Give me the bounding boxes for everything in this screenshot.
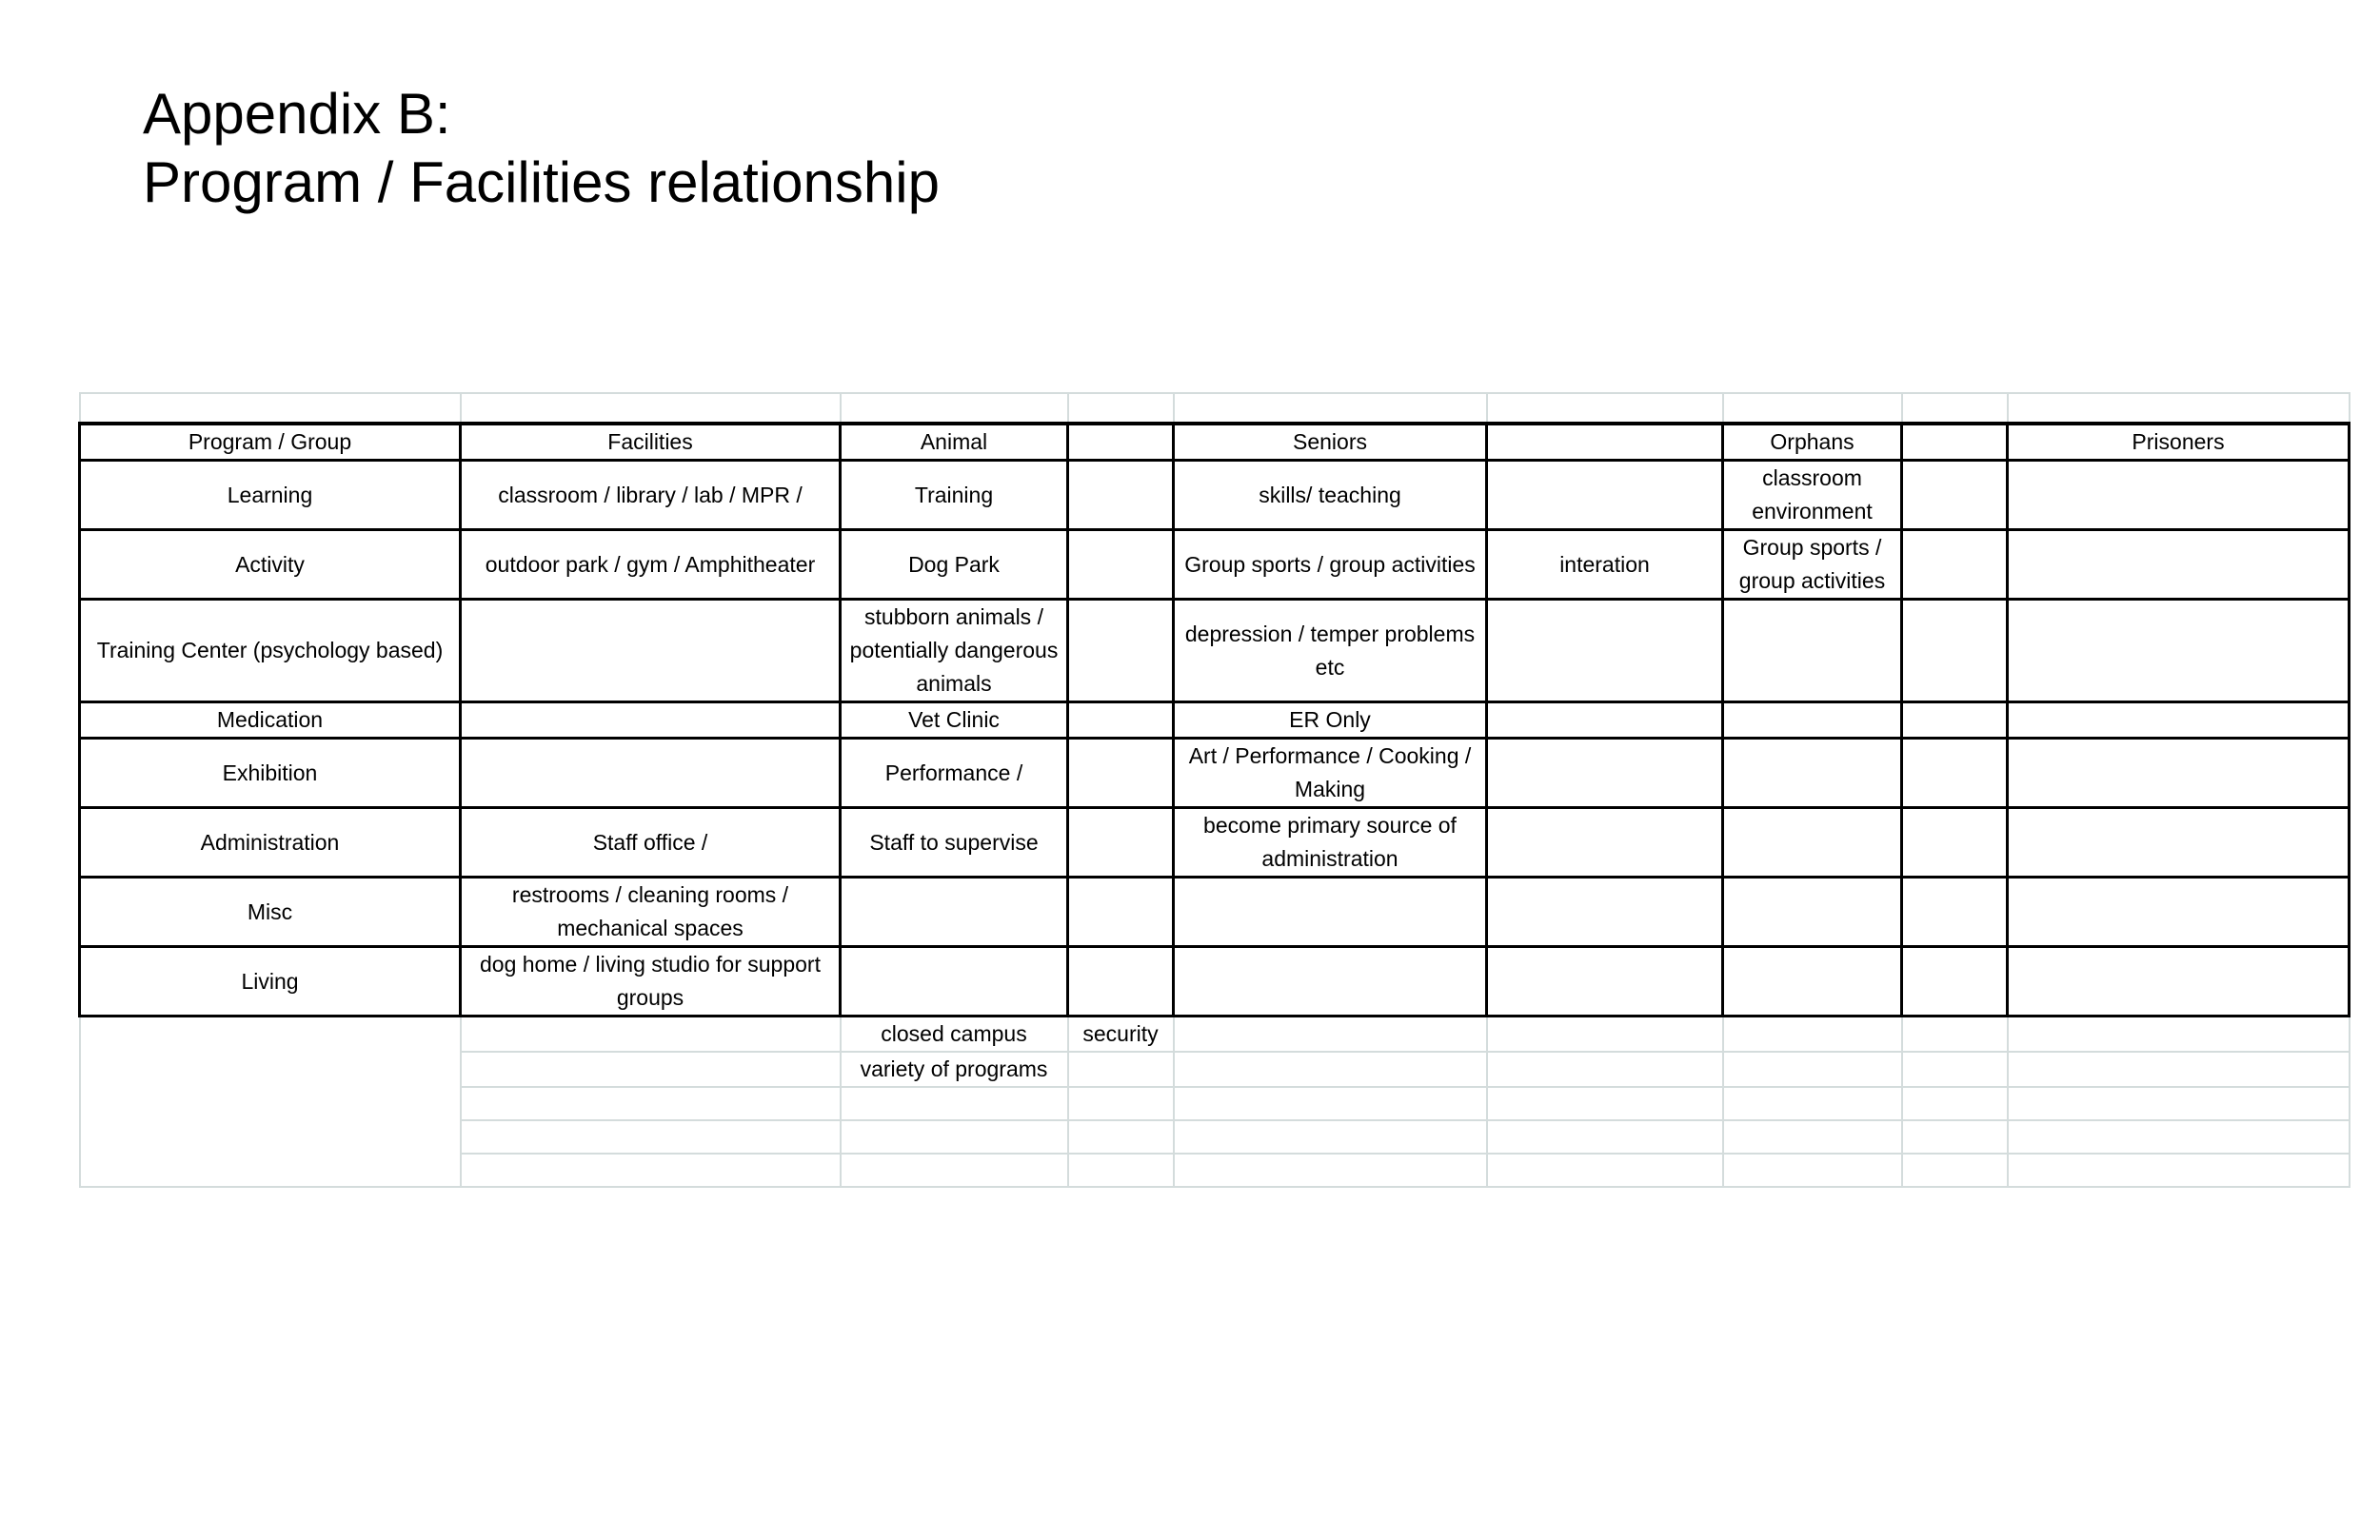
empty-cell: [1723, 1120, 1902, 1154]
row-label: Administration: [80, 808, 461, 878]
table-cell: [1068, 600, 1174, 702]
table-cell: Staff to supervise: [841, 808, 1068, 878]
empty-cell: [2008, 1087, 2350, 1120]
row-label: Exhibition: [80, 739, 461, 808]
empty-cell: [1902, 1154, 2008, 1187]
empty-cell: [1174, 1052, 1487, 1087]
blank-row: [80, 393, 2350, 424]
table-cell: [1902, 702, 2008, 739]
table-cell: Vet Clinic: [841, 702, 1068, 739]
row-label: Learning: [80, 461, 461, 530]
table-row: [80, 739, 2350, 808]
table-cell: depression / temper problems etc: [1174, 600, 1487, 702]
row-label: Medication: [80, 702, 461, 739]
header-cell: Animal: [841, 424, 1068, 461]
table-cell: Art / Performance / Cooking / Making: [1174, 739, 1487, 808]
table-cell: [1068, 461, 1174, 530]
empty-cell: [1487, 1087, 1723, 1120]
empty-cell: [1902, 1052, 2008, 1087]
empty-cell: [461, 1087, 841, 1120]
table-cell: [2008, 947, 2350, 1017]
table-row: [80, 530, 2350, 600]
table-cell: restrooms / cleaning rooms / mechanical spaces: [461, 878, 841, 947]
empty-cell: [1174, 1154, 1487, 1187]
header-cell: Orphans: [1723, 424, 1902, 461]
table-cell: [1487, 808, 1723, 878]
table-cell: [2008, 808, 2350, 878]
table-cell: interation: [1487, 530, 1723, 600]
table-cell: Training: [841, 461, 1068, 530]
table-cell: [2008, 878, 2350, 947]
row-label: Training Center (psychology based): [80, 600, 461, 702]
table-cell: [1723, 600, 1902, 702]
note-cell: variety of programs: [841, 1052, 1068, 1087]
table-cell: classroom environment: [1723, 461, 1902, 530]
program-facilities-table: [78, 392, 2350, 1188]
table-row: [80, 808, 2350, 878]
empty-cell: [1487, 393, 1723, 424]
empty-cell: [1723, 1087, 1902, 1120]
empty-cell: [461, 393, 841, 424]
table-cell: [841, 947, 1068, 1017]
table-cell: [1068, 947, 1174, 1017]
table-cell: [1487, 878, 1723, 947]
empty-cell: [1174, 393, 1487, 424]
table-cell: [1068, 878, 1174, 947]
empty-cell: [1174, 1087, 1487, 1120]
table-cell: [1902, 461, 2008, 530]
empty-cell: [1723, 1052, 1902, 1087]
table-cell: [1902, 600, 2008, 702]
empty-cell: [2008, 1052, 2350, 1087]
empty-cell: [1902, 393, 2008, 424]
header-cell: [1068, 424, 1174, 461]
empty-cell: [1068, 393, 1174, 424]
empty-cell: [841, 393, 1068, 424]
row-label: Misc: [80, 878, 461, 947]
table-cell: [2008, 702, 2350, 739]
page-title: [143, 80, 940, 217]
header-cell: Seniors: [1174, 424, 1487, 461]
table-cell: [1068, 530, 1174, 600]
header-cell: Facilities: [461, 424, 841, 461]
empty-cell: [1723, 1017, 1902, 1053]
table-cell: [1174, 947, 1487, 1017]
notes-row: [80, 1017, 2350, 1053]
table-cell: [2008, 530, 2350, 600]
table-cell: [1487, 600, 1723, 702]
note-cell: [1068, 1087, 1174, 1120]
header-row: [80, 424, 2350, 461]
table-cell: [1068, 739, 1174, 808]
table-cell: [841, 878, 1068, 947]
empty-cell: [461, 1154, 841, 1187]
table-cell: [1174, 878, 1487, 947]
table-cell: Performance /: [841, 739, 1068, 808]
table-row: [80, 600, 2350, 702]
title-line-1: Appendix B:: [143, 82, 451, 146]
empty-cell: [1487, 1120, 1723, 1154]
empty-cell: [461, 1017, 841, 1053]
empty-cell: [1174, 1017, 1487, 1053]
empty-cell: [461, 1052, 841, 1087]
note-cell: closed campus: [841, 1017, 1068, 1053]
header-cell: Prisoners: [2008, 424, 2350, 461]
table-cell: [1902, 530, 2008, 600]
empty-cell: [2008, 1154, 2350, 1187]
table-cell: Dog Park: [841, 530, 1068, 600]
table-cell: skills/ teaching: [1174, 461, 1487, 530]
note-cell: [1068, 1154, 1174, 1187]
table-row: [80, 461, 2350, 530]
table-cell: Group sports / group activities: [1723, 530, 1902, 600]
empty-cell: [1902, 1087, 2008, 1120]
table-cell: [1723, 808, 1902, 878]
table-cell: outdoor park / gym / Amphitheater: [461, 530, 841, 600]
table-cell: Staff office /: [461, 808, 841, 878]
table-cell: stubborn animals / potentially dangerous animals: [841, 600, 1068, 702]
note-cell: [841, 1120, 1068, 1154]
table-cell: [1723, 878, 1902, 947]
note-cell: [1068, 1052, 1174, 1087]
table-cell: [1902, 947, 2008, 1017]
empty-cell: [80, 393, 461, 424]
table-cell: [1487, 461, 1723, 530]
table-row: [80, 947, 2350, 1017]
table-cell: [461, 739, 841, 808]
table-cell: become primary source of administration: [1174, 808, 1487, 878]
empty-cell: [1487, 1052, 1723, 1087]
empty-cell: [2008, 1017, 2350, 1053]
table-cell: [1723, 702, 1902, 739]
table-cell: [1902, 878, 2008, 947]
table-cell: [1723, 947, 1902, 1017]
table-cell: [1068, 808, 1174, 878]
empty-cell: [2008, 1120, 2350, 1154]
note-cell: [1068, 1120, 1174, 1154]
empty-cell: [1902, 1017, 2008, 1053]
table-cell: ER Only: [1174, 702, 1487, 739]
header-cell: [1487, 424, 1723, 461]
table-cell: [2008, 600, 2350, 702]
empty-cell: [1487, 1017, 1723, 1053]
table-row: [80, 878, 2350, 947]
header-cell: Program / Group: [80, 424, 461, 461]
empty-cell: [1723, 1154, 1902, 1187]
table-cell: dog home / living studio for support groups: [461, 947, 841, 1017]
title-line-2: Program / Facilities relationship: [143, 150, 940, 214]
table-cell: [1902, 808, 2008, 878]
note-cell: security: [1068, 1017, 1174, 1053]
empty-cell: [1174, 1120, 1487, 1154]
empty-cell: [80, 1017, 461, 1188]
row-label: Living: [80, 947, 461, 1017]
row-label: Activity: [80, 530, 461, 600]
table-cell: [1902, 739, 2008, 808]
empty-cell: [1487, 1154, 1723, 1187]
empty-cell: [2008, 393, 2350, 424]
note-cell: [841, 1154, 1068, 1187]
table-cell: [1723, 739, 1902, 808]
note-cell: [841, 1087, 1068, 1120]
table-cell: Group sports / group activities: [1174, 530, 1487, 600]
empty-cell: [461, 1120, 841, 1154]
header-cell: [1902, 424, 2008, 461]
empty-cell: [1723, 393, 1902, 424]
table-cell: [2008, 461, 2350, 530]
table-cell: classroom / library / lab / MPR /: [461, 461, 841, 530]
table-cell: [2008, 739, 2350, 808]
table-cell: [1487, 947, 1723, 1017]
table-row: [80, 702, 2350, 739]
table-cell: [461, 600, 841, 702]
empty-cell: [1902, 1120, 2008, 1154]
table-cell: [461, 702, 841, 739]
table-cell: [1487, 739, 1723, 808]
table-cell: [1068, 702, 1174, 739]
table-cell: [1487, 702, 1723, 739]
